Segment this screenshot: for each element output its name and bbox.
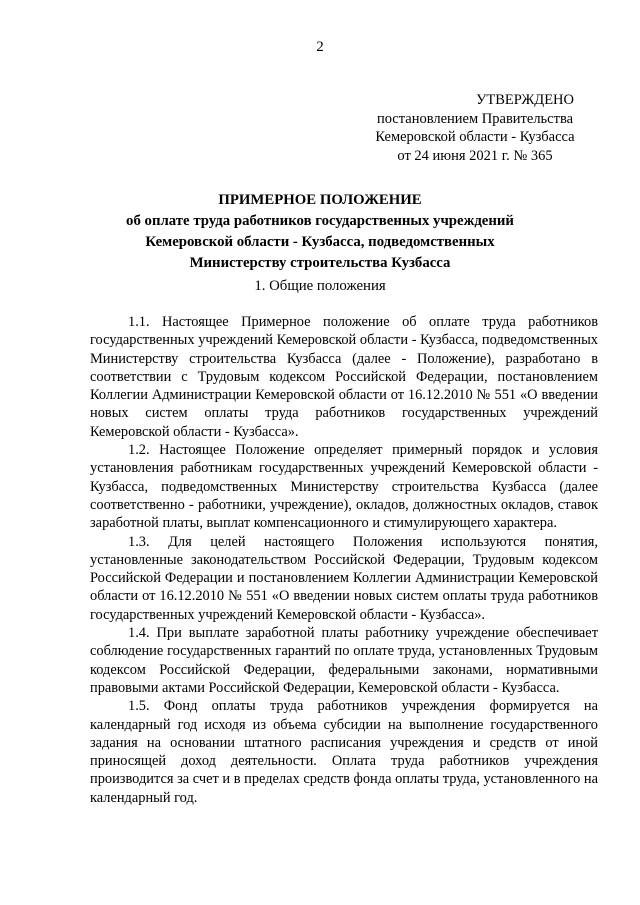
paragraph-1-3: 1.3. Для целей настоящего Положения используются понятия, установленные законодательством Российской Федерации, Трудовым кодексом Российской Федерации и постановлением Коллегии Администрации Кемеровской области от 16.12.2010 № 551 «О введении новых систем оплаты труда работников государственных учреждений Кемеровской области - Кузбасса». bbox=[90, 533, 598, 623]
paragraph-1-2: 1.2. Настоящее Положение определяет примерный порядок и условия установления работникам государственных учреждений Кемеровской области - Кузбасса, подведомственных Министерству строительства Кузбасса (далее соответственно - работники, учреждение), окладов, должностных окладов, ставок заработной платы, выплат компенсационного и стимулирующего характера. bbox=[90, 442, 598, 532]
paragraph-1-4: 1.4. При выплате заработной платы работнику учреждение обеспечивает соблюдение государственных гарантий по оплате труда, установленных Трудовым кодексом Российской Федерации, федеральными законами, нормативными правовыми актами Российской Федерации, Кемеровской области - Кузбасса. bbox=[90, 625, 598, 696]
document-body bbox=[90, 313, 598, 807]
approval-heading: УТВЕРЖДЕНО bbox=[476, 92, 574, 108]
section-heading: 1. Общие положения bbox=[254, 278, 386, 294]
paragraph-1-5: 1.5. Фонд оплаты труда работников учреждения формируется на календарный год исходя из объема субсидии на выполнение государственного задания на основании штатного расписания учреждения и средств от иной приносящей доход деятельности. Оплата труда работников учреждения производится за счет и в пределах средств фонда оплаты труда, установленного на календарный год. bbox=[90, 698, 598, 806]
document-title bbox=[40, 190, 600, 274]
title-line-2: об оплате труда работников государственных учреждений bbox=[126, 213, 514, 229]
approval-line-3: от 24 июня 2021 г. № 365 bbox=[397, 147, 553, 164]
title-line-1: ПРИМЕРНОЕ ПОЛОЖЕНИЕ bbox=[218, 192, 422, 208]
paragraph-1-1: 1.1. Настоящее Примерное положение об оплате труда работников государственных учреждений Кемеровской области - Кузбасса, подведомственных Министерству строительства Кузбасса (далее - Положение), разработано в соответствии с Трудовым кодексом Российской Федерации, постановлением Коллегии Администрации Кемеровской области от 16.12.2010 № 551 «О введении новых систем оплаты труда работников государственных учреждений Кемеровской области - Кузбасса». bbox=[90, 314, 598, 440]
title-line-3: Кемеровской области - Кузбасса, подведомственных bbox=[145, 234, 495, 250]
title-line-4: Министерству строительства Кузбасса bbox=[189, 255, 451, 271]
approval-line-2: Кемеровской области - Кузбасса bbox=[375, 129, 575, 145]
approval-stamp-block bbox=[360, 91, 590, 165]
approval-line-1: постановлением Правительства bbox=[376, 110, 574, 127]
page-number: 2 bbox=[316, 39, 324, 55]
